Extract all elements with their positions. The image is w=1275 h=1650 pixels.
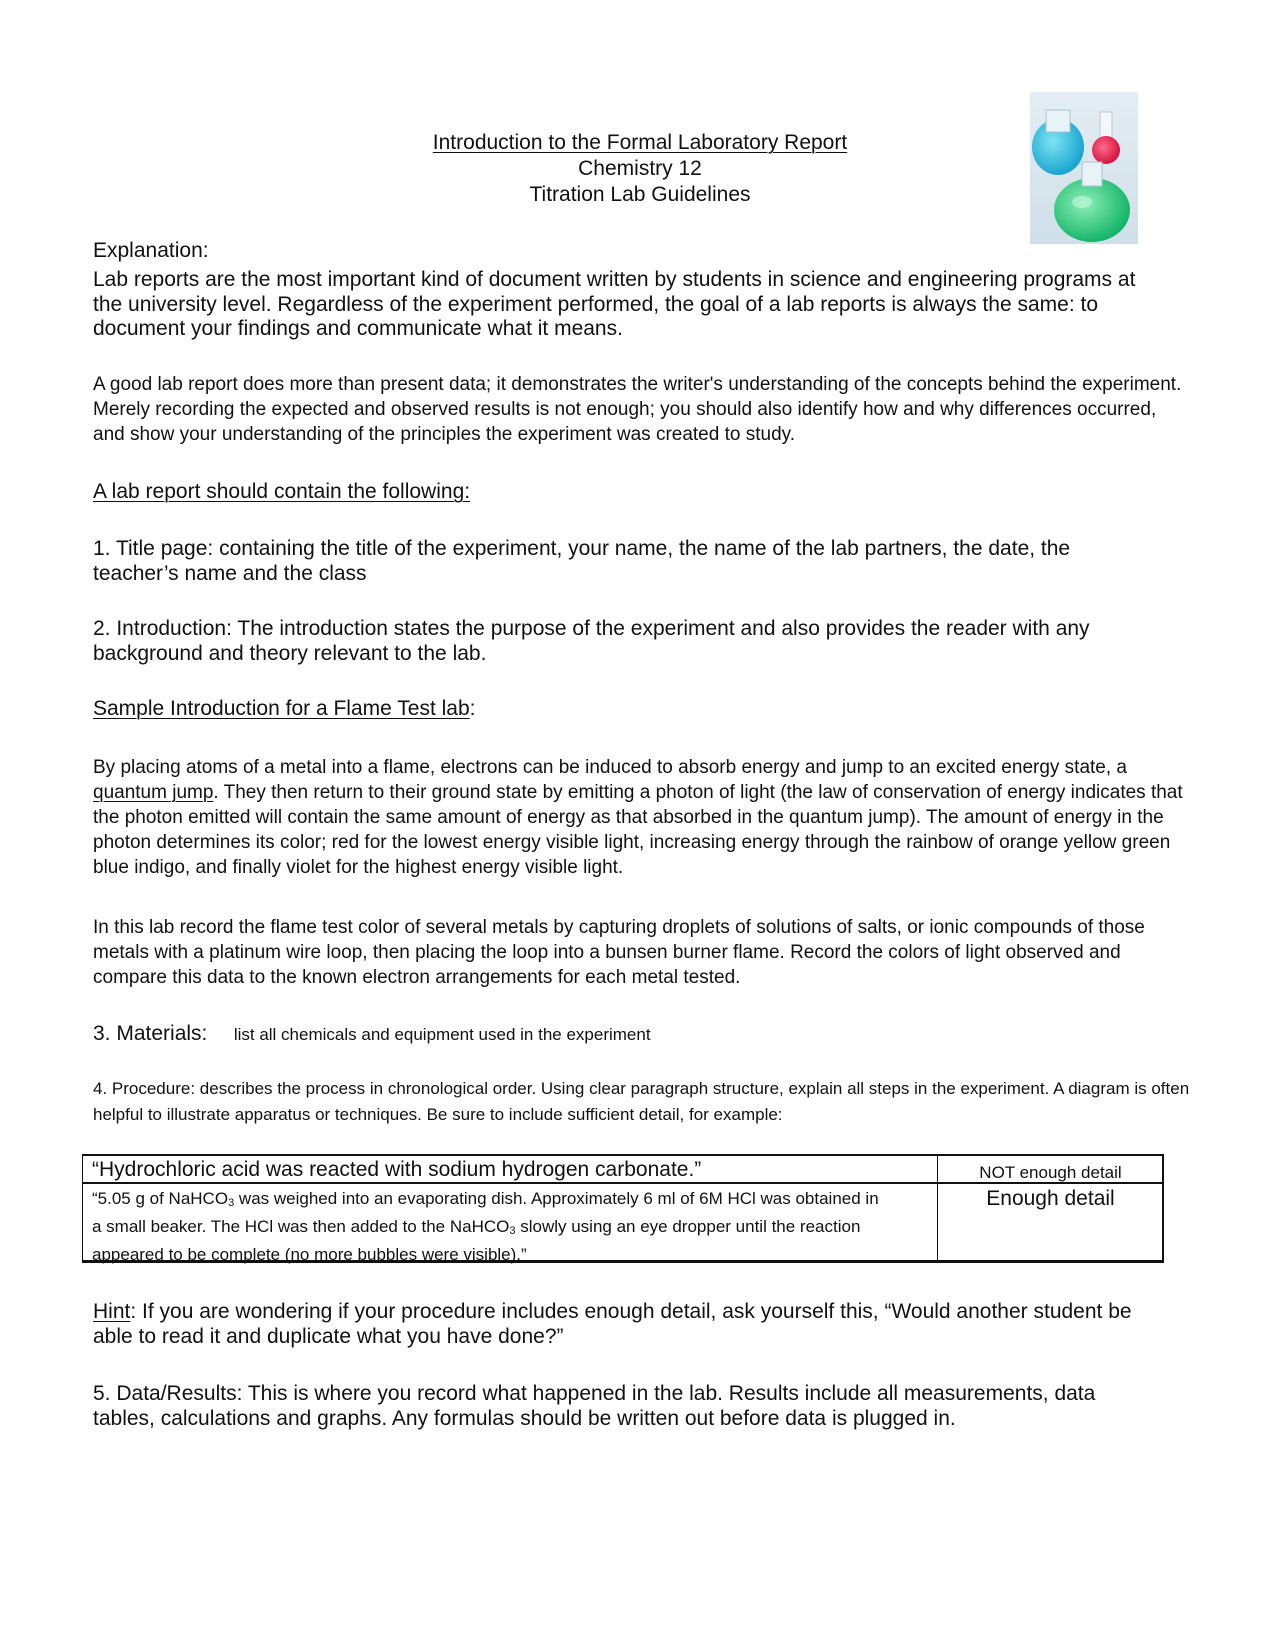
detailed-text-part-3: slowly using an eye dropper until the reaction appeared to be complete (no more bubbles were visible).” [92,1217,861,1264]
document-subtitle: Titration Lab Guidelines [529,183,751,206]
table-cell-example-vague: “Hydrochloric acid was reacted with sodium hydrogen carbonate.” [92,1158,702,1181]
explanation-heading: Explanation: [93,239,209,262]
detailed-text-part-1: “5.05 g of NaHCO [92,1189,229,1208]
sample-p1-end: . They then return to their ground state by emitting a photon of light (the law of conservation of energy indicates that the photon emitted will contain the same amount of energy as that absorbed in the quantum jump). The amount of energy in the photon determines its color; red for the lowest energy visible light, increasing energy through the rainbow of orange yellow green blue indigo, and finally violet for the highest energy visible light. [93,782,1183,878]
list-item-introduction: 2. Introduction: The introduction states the purpose of the experiment and also provides the reader with any background and theory relevant to the lab. [93,617,1090,665]
quantum-jump-term: quantum jump [93,782,214,803]
sample-paragraph-1 [93,755,1193,880]
table-cell-example-detailed [92,1186,892,1268]
table-cell-verdict-not-enough: NOT enough detail [979,1163,1122,1182]
sample-p1-start: By placing atoms of a metal into a flame, electrons can be induced to absorb energy and jump to an excited energy state, a [93,757,1127,778]
materials-label: 3. Materials: [93,1022,208,1045]
list-item-materials [93,1022,651,1048]
subscript-3: 3 [228,1197,235,1209]
list-item-data-results: 5. Data/Results: This is where you record what happened in the lab. Results include all measurements, data tables, calculations and graphs. Any formulas should be written out before data is plugged in. [93,1382,1096,1430]
list-item-procedure: 4. Procedure: describes the process in chronological order. Using clear paragraph structure, explain all steps in the experiment. A diagram is often helpful to illustrate apparatus or techniques. Be sure to include sufficient detail, for example: [93,1079,1190,1124]
materials-text: list all chemicals and equipment used in the experiment [233,1025,651,1044]
detail-comparison-table [82,1154,1164,1263]
explanation-paragraph-1: Lab reports are the most important kind of document written by students in science and engineering programs at the university level. Regardless of the experiment performed, the goal of a lab reports is always the same: to document your findings and communicate what it means. [93,268,1136,340]
document-title: Introduction to the Formal Laboratory Report [432,131,848,154]
hint-text: : If you are wondering if your procedure includes enough detail, ask yourself this, “Would another student be able to read it and duplicate what you have done?” [93,1300,1132,1348]
course-name: Chemistry 12 [578,157,702,180]
subscript-3: 3 [509,1225,516,1237]
title-block [300,130,980,208]
hint-paragraph [93,1300,1153,1349]
sample-paragraph-2: In this lab record the flame test color of several metals by capturing droplets of solutions of salts, or ionic compounds of those metals with a platinum wire loop, then placing the loop into a bunsen burner flame. Record the colors of light observed and compare this data to the known electron arrangements for each metal tested. [93,917,1145,988]
detailed-text-part-2: was weighed into an evaporating dish. Approximately 6 ml of 6M HCl was obtained in a small beaker. The HCl was then added to the NaHCO [92,1189,879,1236]
sample-heading-text: Sample Introduction for a Flame Test lab [93,697,470,720]
hint-label: Hint [93,1300,131,1323]
table-cell-verdict-enough: Enough detail [986,1187,1115,1210]
contents-heading: A lab report should contain the following: [93,480,471,503]
sample-heading [93,697,475,722]
sample-heading-colon: : [469,697,476,720]
explanation-paragraph-2: A good lab report does more than present data; it demonstrates the writer's understanding of the concepts behind the experiment. Merely recording the expected and observed results is not enough; you should also identify how and why differences occurred, and show your understanding of the principles the experiment was created to study. [93,374,1182,445]
lab-glassware-icon [1030,92,1138,244]
list-item-title-page: 1. Title page: containing the title of the experiment, your name, the name of the lab partners, the date, the teacher’s name and the class [93,537,1071,585]
